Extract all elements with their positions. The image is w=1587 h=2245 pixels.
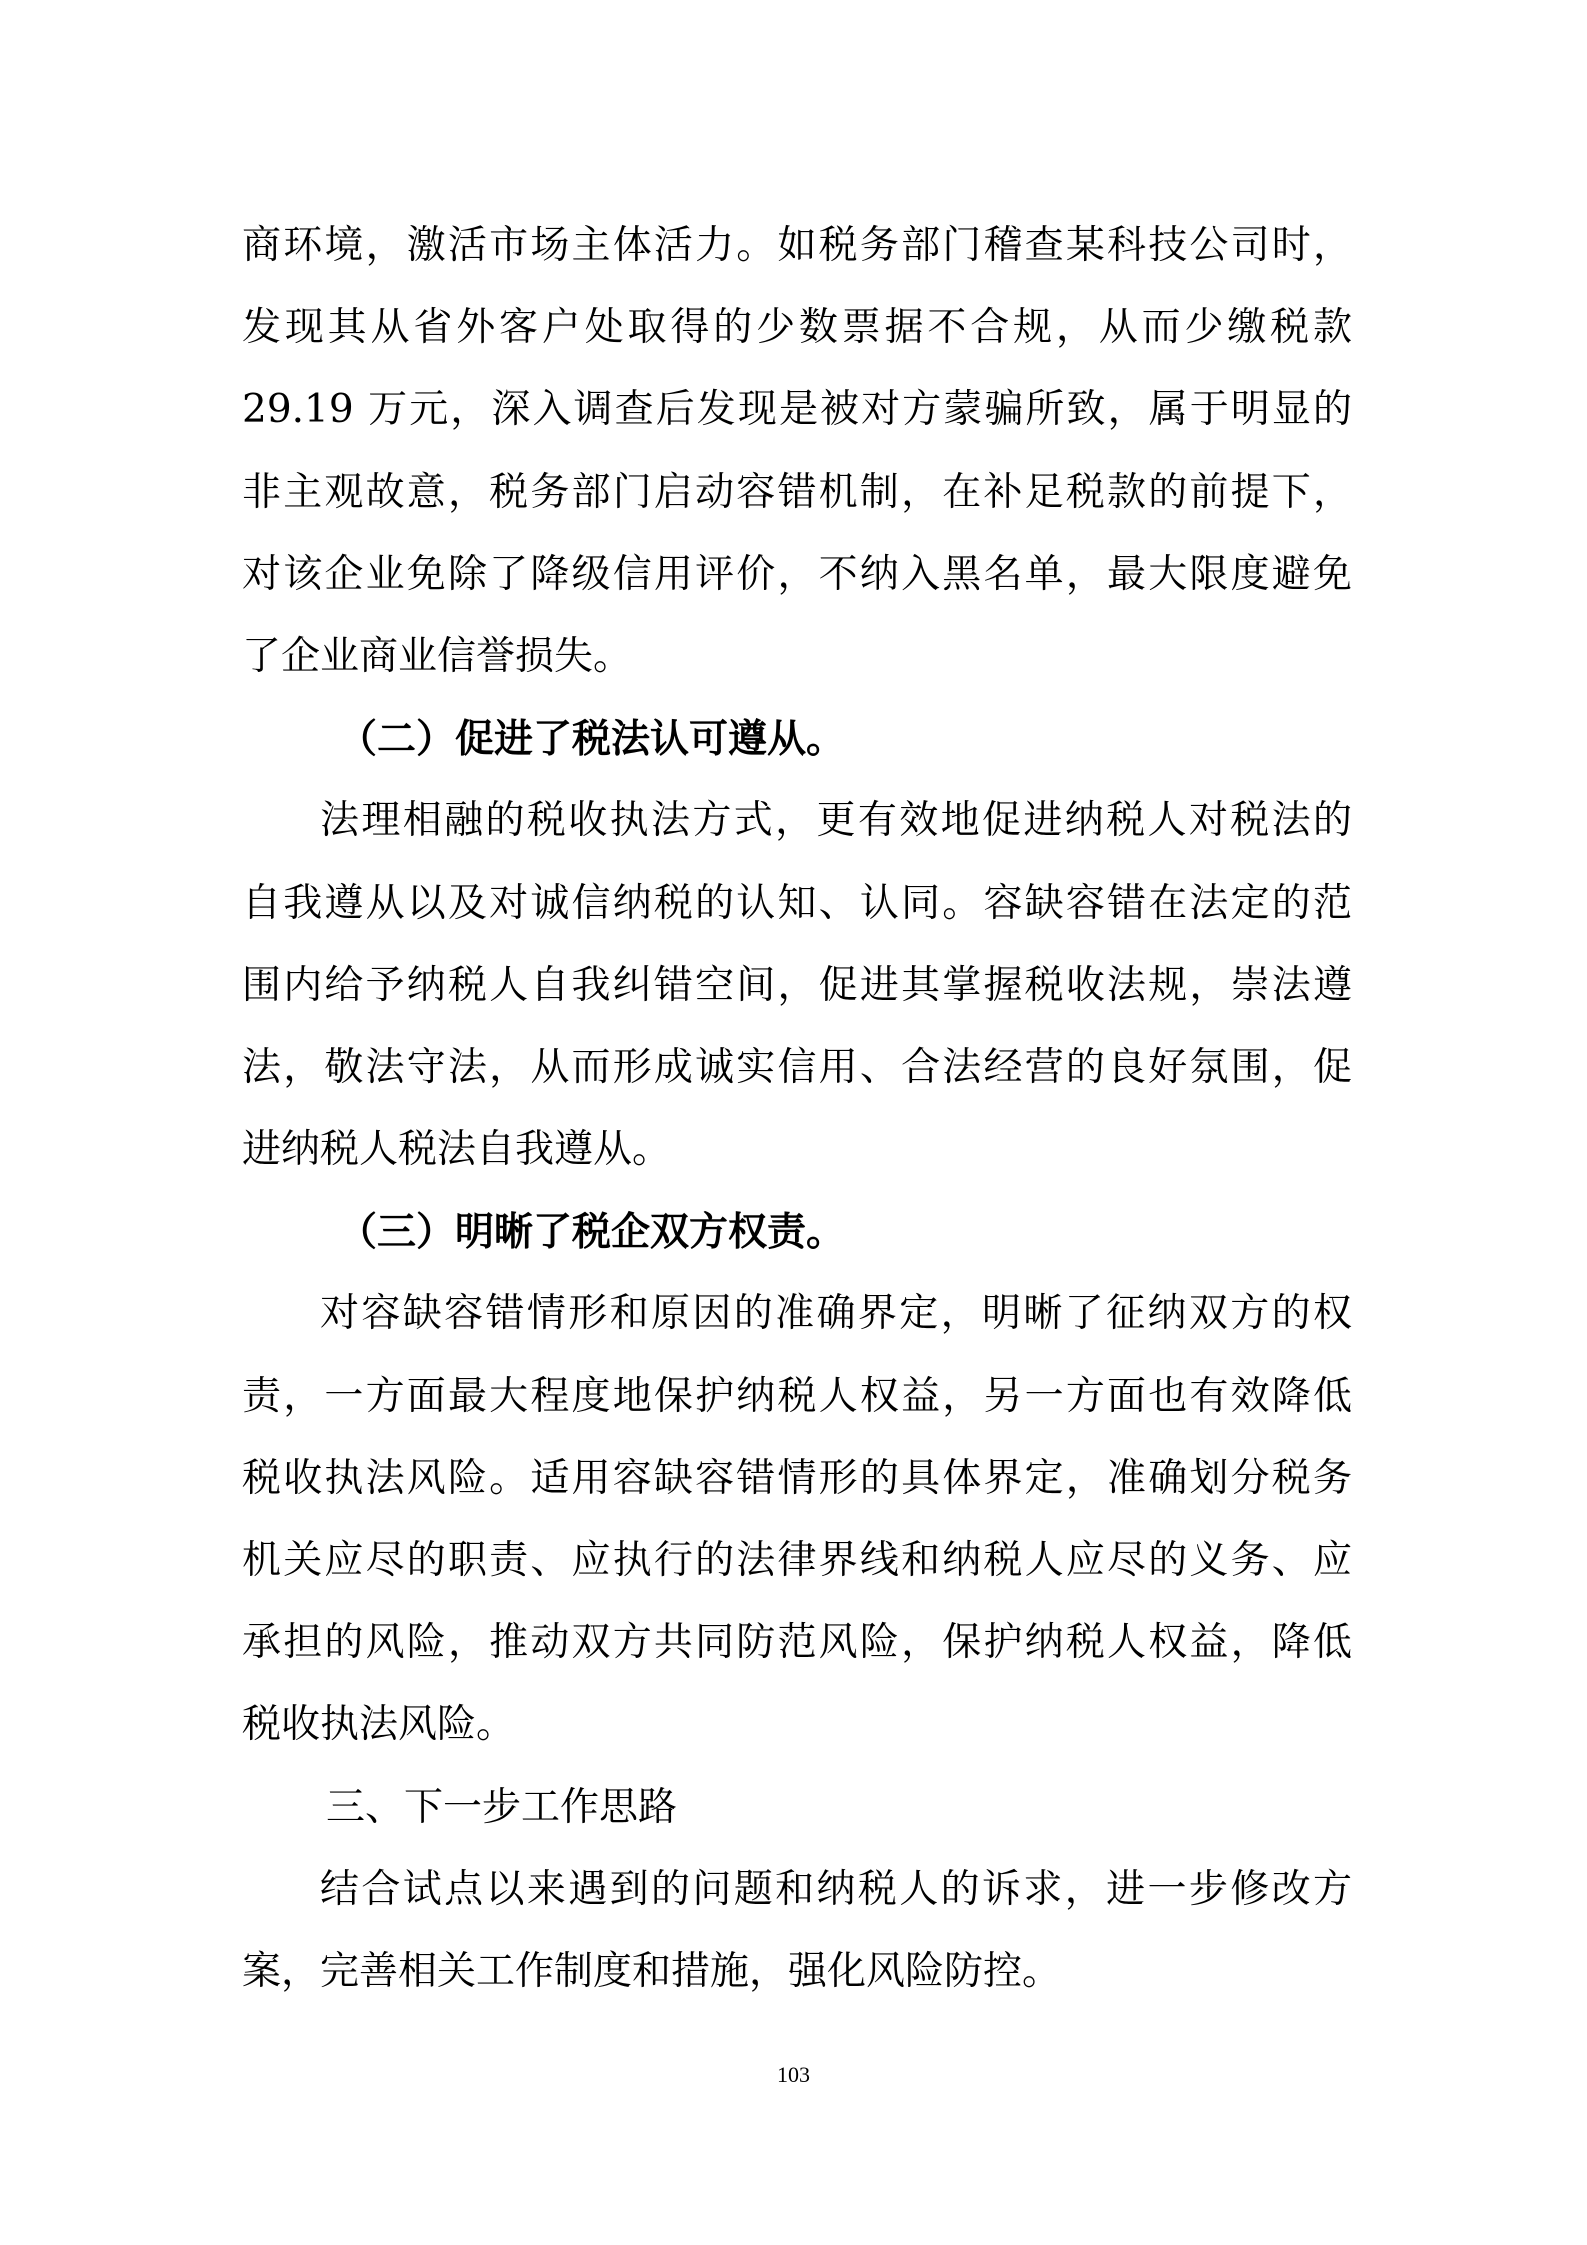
text-line: 非主观故意，税务部门启动容错机制，在补足税款的前提下， bbox=[242, 469, 1352, 515]
text-line: 自我遵从以及对诚信纳税的认知、认同。容缺容错在法定的范 bbox=[242, 880, 1352, 926]
text-line: 案，完善相关工作制度和措施，强化风险防控。 bbox=[242, 1948, 1062, 1994]
text-line: 机关应尽的职责、应执行的法律界线和纳税人应尽的义务、应 bbox=[242, 1538, 1352, 1583]
subheading-promote-compliance: （二）促进了税法认可遵从。 bbox=[338, 716, 846, 763]
subheading-clarify-responsibilities: （三）明晰了税企双方权责。 bbox=[338, 1209, 846, 1256]
document-page bbox=[242, 205, 1352, 2013]
text-line: 进纳税人税法自我遵从。 bbox=[242, 1127, 672, 1173]
text-line: 税收执法风险。适用容缺容错情形的具体界定，准确划分税务 bbox=[242, 1455, 1352, 1501]
text-line: 税收执法风险。 bbox=[242, 1702, 516, 1748]
paragraph-compliance bbox=[242, 780, 1352, 1191]
text-line: 法，敬法守法，从而形成诚实信用、合法经营的良好氛围，促 bbox=[242, 1044, 1352, 1090]
text-line: 发现其从省外客户处取得的少数票据不合规，从而少缴税款 bbox=[242, 305, 1352, 351]
section-heading-next-steps: 三、下一步工作思路 bbox=[326, 1784, 678, 1830]
text-line: 了企业商业信誉损失。 bbox=[242, 633, 633, 679]
page-number: 103 bbox=[777, 2062, 810, 2087]
text-line: 围内给予纳税人自我纠错空间，促进其掌握税收法规，崇法遵 bbox=[242, 962, 1352, 1008]
text-line: 对该企业免除了降级信用评价，不纳入黑名单，最大限度避免 bbox=[242, 551, 1352, 597]
paragraph-responsibilities bbox=[242, 1273, 1352, 1766]
paragraph-next-steps bbox=[242, 1849, 1352, 2013]
text-line: 对容缺容错情形和原因的准确界定，明晰了征纳双方的权 bbox=[320, 1291, 1352, 1337]
paragraph-intro bbox=[242, 205, 1352, 698]
text-line: 商环境，激活市场主体活力。如税务部门稽查某科技公司时， bbox=[242, 223, 1352, 268]
text-line: 承担的风险，推动双方共同防范风险，保护纳税人权益，降低 bbox=[242, 1620, 1352, 1666]
text-line: 责，一方面最大程度地保护纳税人权益，另一方面也有效降低 bbox=[242, 1373, 1352, 1419]
text-line: 29.19 万元，深入调查后发现是被对方蒙骗所致，属于明显的 bbox=[242, 387, 1352, 433]
text-line: 结合试点以来遇到的问题和纳税人的诉求，进一步修改方 bbox=[320, 1866, 1352, 1912]
text-line: 法理相融的税收执法方式，更有效地促进纳税人对税法的 bbox=[320, 798, 1352, 844]
